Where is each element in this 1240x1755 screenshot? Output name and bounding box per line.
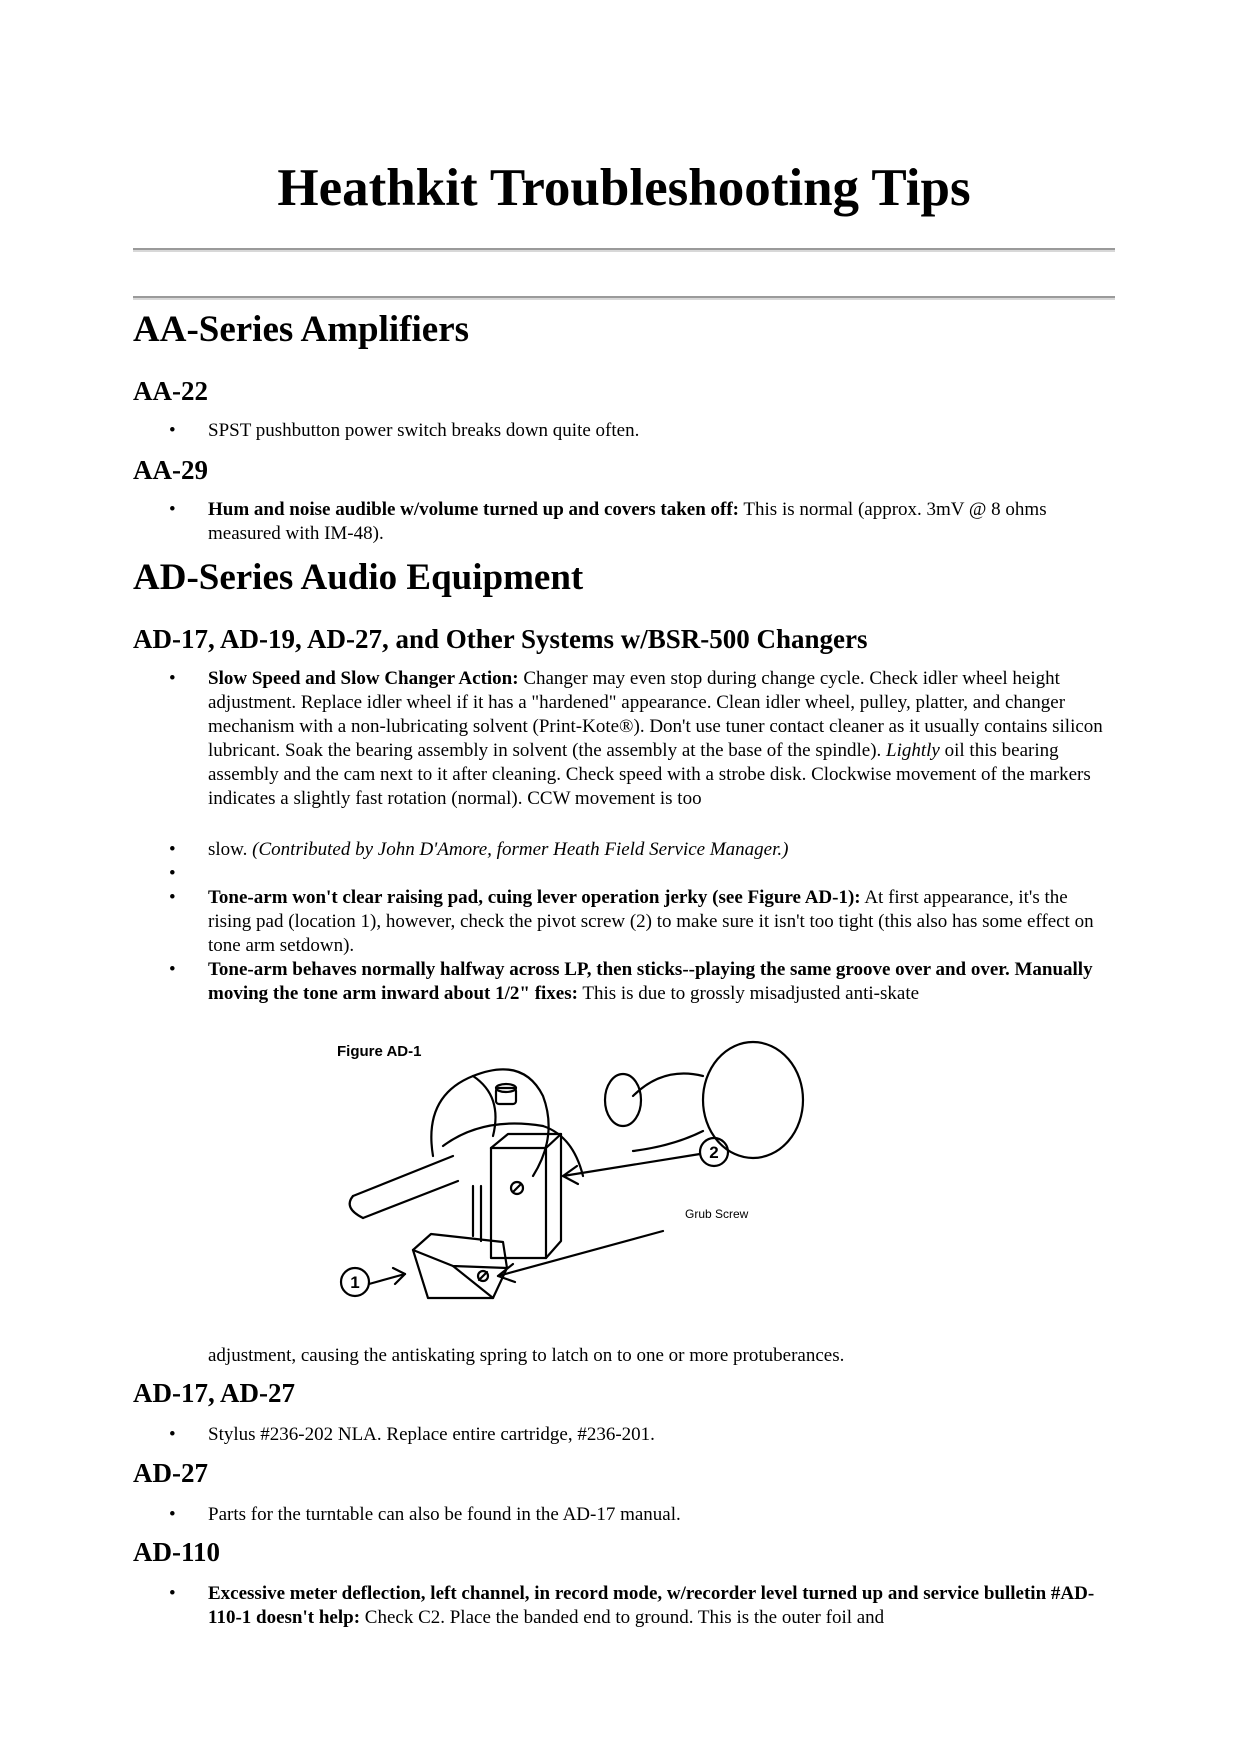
tip-list-aa-29 xyxy=(133,498,1115,546)
list-item: • Parts for the turntable can also be found in the AD-17 manual. xyxy=(169,1504,681,1525)
list-item: • SPST pushbutton power switch breaks down quite often. xyxy=(169,420,640,441)
bullet-icon: • xyxy=(169,839,176,860)
list-item: • Tone-arm won't clear raising pad, cuing lever operation jerky (see Figure AD-1): At first appearance, it's the rising pad (location 1), however, check the pivot screw (2) to make sure it isn't too tight (this also has some effect on tone arm setdown). xyxy=(169,887,1094,956)
subheading-aa-29: AA-29 xyxy=(133,455,208,485)
subheading-ad-17-ad-27: AD-17, AD-27 xyxy=(133,1378,295,1408)
tip-list-ad-17-ad-27 xyxy=(133,1423,1115,1447)
list-item: • Excessive meter deflection, left channel, in record mode, w/recorder level turned up and service bulletin #AD-110-1 doesn't help: Check C2. Place the banded end to ground. This is the outer foil and xyxy=(169,1583,1095,1628)
tip-list-bsr-500-continued xyxy=(133,838,1115,1006)
tip-list-ad-27 xyxy=(133,1503,1115,1527)
tip-continuation-text: adjustment, causing the antiskating spring to latch on to one or more protuberances. xyxy=(208,1345,845,1366)
bullet-icon: • xyxy=(169,1504,176,1525)
subheading-aa-22: AA-22 xyxy=(133,376,208,406)
tone-arm-diagram xyxy=(333,1036,853,1320)
list-item: • Stylus #236-202 NLA. Replace entire cartridge, #236-201. xyxy=(169,1424,655,1445)
bullet-icon: • xyxy=(169,499,176,520)
subheading-ad-27: AD-27 xyxy=(133,1458,208,1488)
bullet-icon: • xyxy=(169,1583,176,1604)
subheading-bsr-500-changers: AD-17, AD-19, AD-27, and Other Systems w/BSR-500 Changers xyxy=(133,624,868,654)
page-title: Heathkit Troubleshooting Tips xyxy=(277,159,971,217)
subheading-ad-110: AD-110 xyxy=(133,1537,220,1567)
section-heading-ad-series: AD-Series Audio Equipment xyxy=(133,557,584,598)
bullet-icon: • xyxy=(169,1424,176,1445)
bullet-icon: • xyxy=(169,959,176,980)
list-item: • Slow Speed and Slow Changer Action: Changer may even stop during change cycle. Check idler wheel height adjustment. Replace idler wheel if it has a "hardened" appearance. Clean idler wheel, pulley, platter, and changer mechanism with a non-lubricating solvent (Print-Kote®). Don't use tuner contact cleaner as it usually contains silicon lubricant. Soak the bearing assembly in solvent (the assembly at the base of the spindle). Lightly oil this bearing assembly and the cam next to it after cleaning. Check speed with a strobe disk. Clockwise movement of the markers indicates a slightly fast rotation (normal). CCW movement is too xyxy=(169,668,1103,809)
tip-list-aa-22 xyxy=(133,419,1115,443)
bullet-icon: • xyxy=(169,863,176,884)
list-item: • slow. (Contributed by John D'Amore, former Heath Field Service Manager.) xyxy=(169,839,789,860)
list-item: • Tone-arm behaves normally halfway across LP, then sticks--playing the same groove over and over. Manually moving the tone arm inward about 1/2" fixes: This is due to grossly misadjusted anti-skate xyxy=(169,959,1093,1004)
figure-ad-1 xyxy=(333,1036,853,1320)
tip-list-ad-110 xyxy=(133,1582,1115,1630)
grub-screw-label: Grub Screw xyxy=(685,1207,749,1221)
bullet-icon: • xyxy=(169,420,176,441)
bullet-icon: • xyxy=(169,668,176,689)
section-heading-aa-series: AA-Series Amplifiers xyxy=(133,309,470,350)
list-item: • Hum and noise audible w/volume turned up and covers taken off: This is normal (approx. 3mV @ 8 ohms measured with IM-48). xyxy=(169,499,1047,544)
figure-caption: Figure AD-1 xyxy=(337,1043,422,1060)
horizontal-rule xyxy=(133,248,1115,252)
callout-1-label: 1 xyxy=(350,1273,360,1292)
list-item xyxy=(133,862,1108,886)
horizontal-rule xyxy=(133,296,1115,300)
tip-list-bsr-500 xyxy=(133,667,1115,811)
callout-2-label: 2 xyxy=(709,1143,719,1162)
bullet-icon: • xyxy=(169,887,176,908)
